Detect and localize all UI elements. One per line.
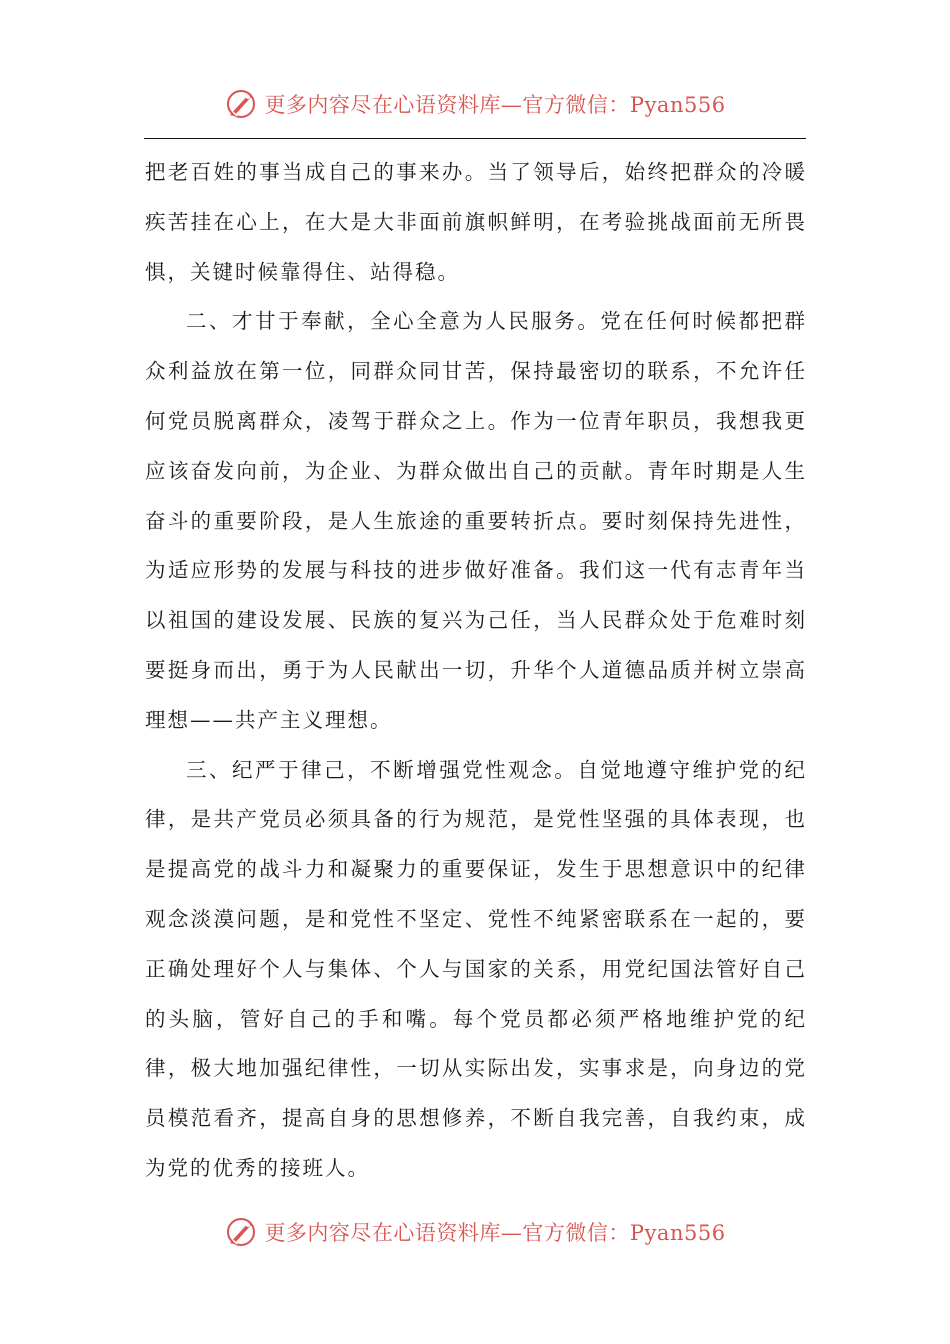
quill-pen-logo-icon (224, 87, 258, 121)
header-divider (144, 138, 806, 139)
header-brand-text: 更多内容尽在心语资料库—官方微信：Pyan556 (264, 93, 726, 117)
footer-brand-text: 更多内容尽在心语资料库—官方微信：Pyan556 (264, 1221, 726, 1245)
page-footer (0, 1212, 950, 1252)
quill-pen-logo-icon (224, 1215, 258, 1249)
document-body (145, 148, 807, 1194)
paragraph-section-three: 三、纪严于律己，不断增强党性观念。自觉地遵守维护党的纪律，是共产党员必须具备的行为规范，是党性坚强的具体表现，也是提高党的战斗力和凝聚力的重要保证，发生于思想意识中的纪律观念淡漠问题，是和党性不坚定、党性不纯紧密联系在一起的，要正确处理好个人与集体、个人与国家的关系，用党纪国法管好自己的头脑，管好自己的手和嘴。每个党员都必须严格地维护党的纪律，极大地加强纪律性，一切从实际出发，实事求是，向身边的党员模范看齐，提高自身的思想修养，不断自我完善，自我约束，成为党的优秀的接班人。 (145, 757, 807, 1180)
paragraph-section-two: 二、才甘于奉献，全心全意为人民服务。党在任何时候都把群众利益放在第一位，同群众同甘苦，保持最密切的联系，不允许任何党员脱离群众，凌驾于群众之上。作为一位青年职员，我想我更应该奋发向前，为企业、为群众做出自己的贡献。青年时期是人生奋斗的重要阶段，是人生旅途的重要转折点。要时刻保持先进性，为适应形势的发展与科技的进步做好准备。我们这一代有志青年当以祖国的建设发展、民族的复兴为己任，当人民群众处于危难时刻要挺身而出，勇于为人民献出一切，升华个人道德品质并树立崇高理想——共产主义理想。 (145, 309, 807, 732)
paragraph-continuation: 把老百姓的事当成自己的事来办。当了领导后，始终把群众的冷暖疾苦挂在心上，在大是大非面前旗帜鲜明，在考验挑战面前无所畏惧，关键时候靠得住、站得稳。 (145, 160, 807, 284)
page-header (0, 84, 950, 124)
